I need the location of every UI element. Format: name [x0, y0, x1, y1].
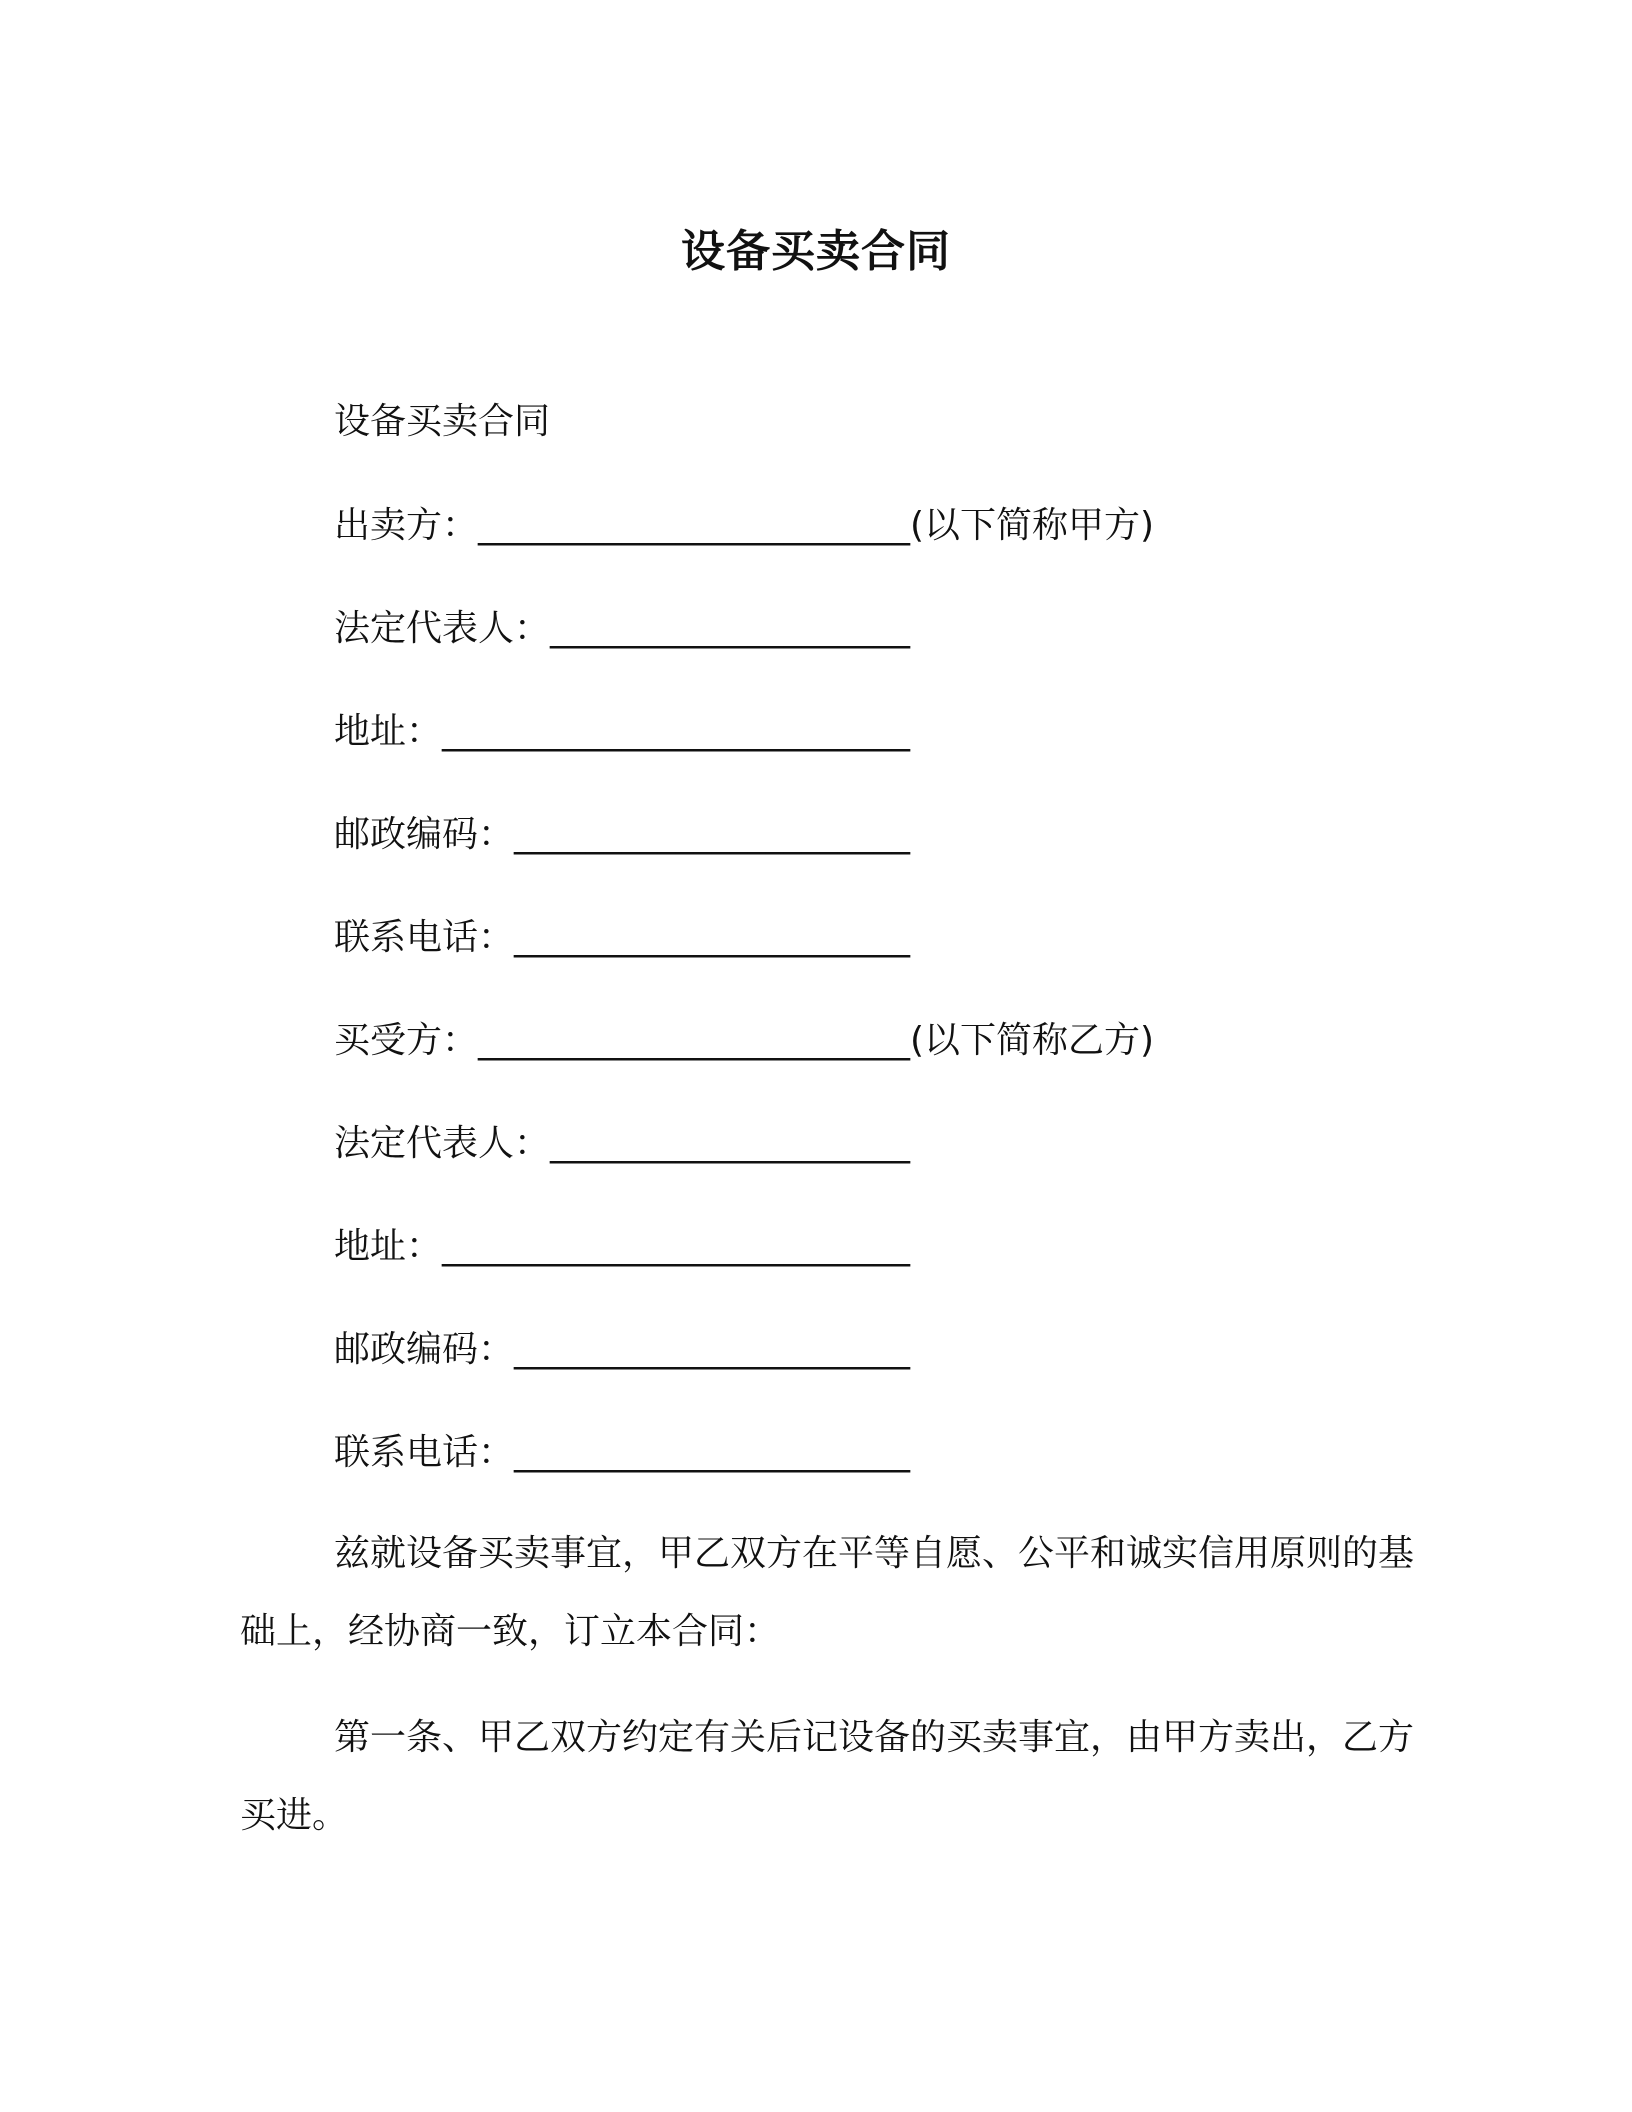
buyer-postcode-field: 邮政编码：______________________ — [334, 1329, 911, 1370]
document-title: 设备买卖合同 — [681, 226, 951, 277]
seller-phone-field: 联系电话：______________________ — [334, 917, 911, 958]
seller-postcode-field: 邮政编码：______________________ — [334, 814, 911, 855]
preamble-paragraph: 兹就设备买卖事宜，甲乙双方在平等自愿、公平和诚实信用原则的基础上，经协商一致，订立本合同： — [240, 1533, 1415, 1652]
seller-address-field: 地址：__________________________ — [334, 711, 911, 752]
contract-subtitle: 设备买卖合同 — [334, 401, 551, 442]
seller-legal-rep-field: 法定代表人：____________________ — [334, 608, 911, 649]
article-one-paragraph: 第一条、甲乙双方约定有关后记设备的买卖事宜，由甲方卖出，乙方买进。 — [240, 1717, 1415, 1836]
buyer-phone-field: 联系电话：______________________ — [334, 1432, 911, 1473]
buyer-field: 买受方：________________________(以下简称乙方) — [334, 1020, 1155, 1061]
seller-field: 出卖方：________________________(以下简称甲方) — [334, 505, 1155, 546]
buyer-legal-rep-field: 法定代表人：____________________ — [334, 1123, 911, 1164]
buyer-address-field: 地址：__________________________ — [334, 1226, 911, 1267]
